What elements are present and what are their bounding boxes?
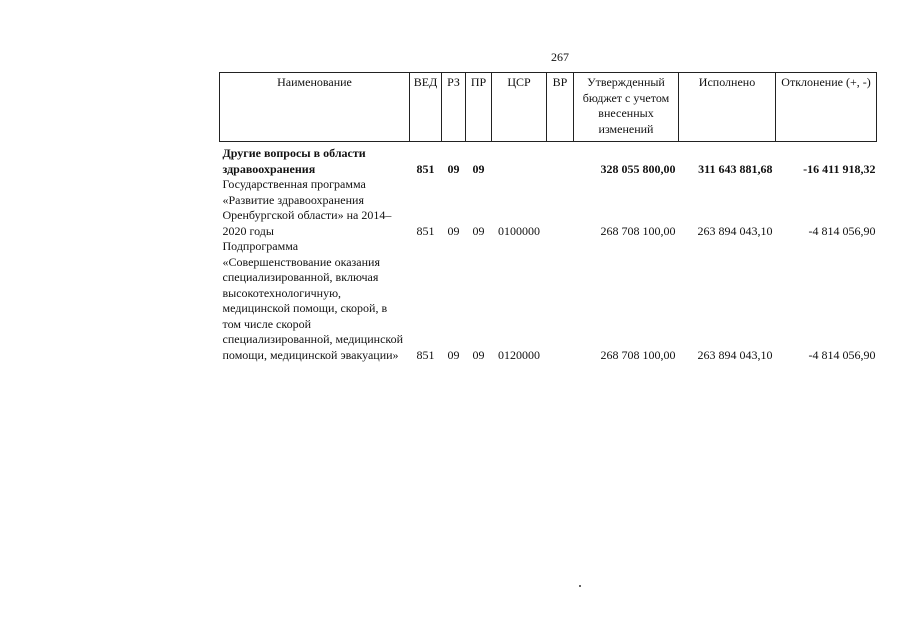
table-row [220, 142, 877, 178]
stray-dot [579, 585, 581, 587]
row-approved: 268 708 100,00 [600, 347, 676, 362]
row-csr: 0120000 [498, 347, 540, 362]
row-executed: 263 894 043,10 [697, 223, 773, 238]
row-name: Государственная программа «Развитие здравоохранения Оренбургской области» на 2014–2020 годы [222, 177, 392, 238]
row-executed: 263 894 043,10 [697, 347, 773, 362]
row-rz: 09 [447, 223, 460, 238]
page-number: 267 [551, 50, 569, 64]
row-vr [547, 142, 574, 178]
row-pr: 09 [472, 161, 485, 176]
table-row [220, 239, 877, 363]
row-ved: 851 [416, 347, 435, 362]
row-approved: 328 055 800,00 [600, 161, 676, 176]
row-rz: 09 [447, 161, 460, 176]
header-csr: ЦСР [492, 73, 547, 142]
row-ved: 851 [416, 161, 435, 176]
budget-table [219, 72, 877, 363]
header-approved: Утвержденный бюджет с учетом внесенных изменений [574, 73, 679, 142]
row-rz: 09 [447, 347, 460, 362]
header-ved: ВЕД [410, 73, 442, 142]
row-pr: 09 [472, 223, 485, 238]
row-csr: 0100000 [498, 223, 540, 238]
row-vr [547, 239, 574, 363]
row-deviation: -4 814 056,90 [808, 347, 876, 362]
header-vr: ВР [547, 73, 574, 142]
row-deviation: -16 411 918,32 [803, 161, 876, 176]
header-deviation: Отклонение (+, -) [776, 73, 877, 142]
header-rz: РЗ [442, 73, 466, 142]
row-name: Другие вопросы в области здравоохранения [222, 146, 366, 176]
header-executed: Исполнено [679, 73, 776, 142]
table-row [220, 177, 877, 239]
row-approved: 268 708 100,00 [600, 223, 676, 238]
row-deviation: -4 814 056,90 [808, 223, 876, 238]
row-pr: 09 [472, 347, 485, 362]
header-pr: ПР [466, 73, 492, 142]
row-executed: 311 643 881,68 [698, 161, 773, 176]
header-name: Наименование [220, 73, 410, 142]
row-csr [492, 142, 547, 178]
table-header-row [220, 73, 877, 142]
row-vr [547, 177, 574, 239]
row-ved: 851 [416, 223, 435, 238]
row-name: Подпрограмма «Совершенствование оказания специализированной, включая высокотехнологичную, медицинской помощи, скорой, в том числе скорой специализированной, медицинской помощи, медицинской эвакуации» [222, 239, 404, 362]
